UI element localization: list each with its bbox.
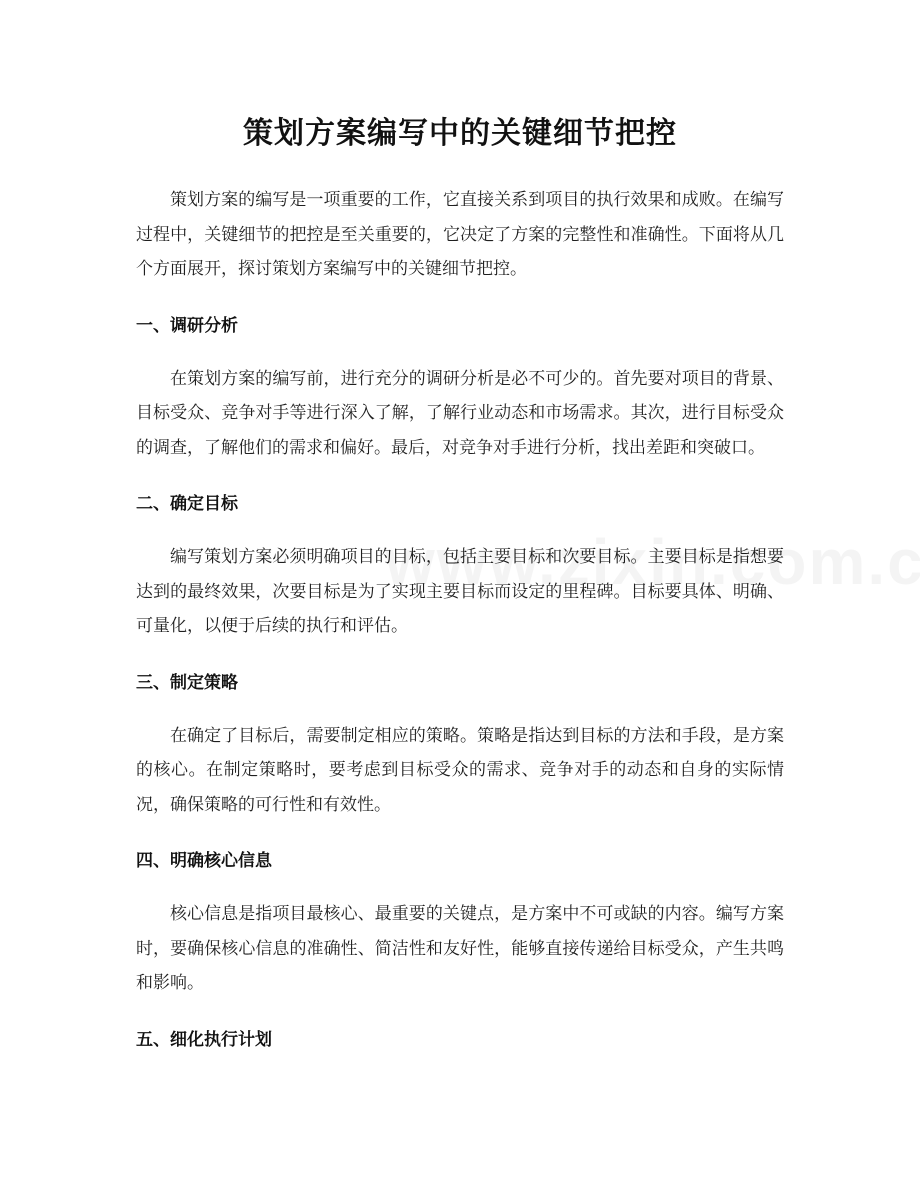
section-body-research: 在策划方案的编写前，进行充分的调研分析是必不可少的。首先要对项目的背景、目标受众、竞争对手等进行深入了解，了解行业动态和市场需求。其次，进行目标受众的调查，了解他们的需求和偏好。最后，对竞争对手进行分析，找出差距和突破口。 [136,368,784,458]
section-heading-execution-plan: 五、细化执行计划 [136,1029,272,1050]
section-heading-strategy: 三、制定策略 [136,672,238,693]
section-heading-research: 一、调研分析 [136,315,238,336]
document-title: 策划方案编写中的关键细节把控 [243,116,677,151]
section-body-core-info: 核心信息是指项目最核心、最重要的关键点，是方案中不可或缺的内容。编写方案时，要确保核心信息的准确性、简洁性和友好性，能够直接传递给目标受众，产生共鸣和影响。 [136,904,784,993]
intro-paragraph: 策划方案的编写是一项重要的工作，它直接关系到项目的执行效果和成败。在编写过程中，关键细节的把控是至关重要的，它决定了方案的完整性和准确性。下面将从几个方面展开，探讨策划方案编写中的关键细节把控。 [136,190,784,279]
section-heading-core-info: 四、明确核心信息 [136,851,272,871]
section-body-strategy: 在确定了目标后，需要制定相应的策略。策略是指达到目标的方法和手段，是方案的核心。在制定策略时，要考虑到目标受众的需求、竞争对手的动态和自身的实际情况，确保策略的可行性和有效性。 [136,725,784,815]
section-body-goals: 编写策划方案必须明确项目的目标，包括主要目标和次要目标。主要目标是指想要达到的最终效果，次要目标是为了实现主要目标而设定的里程碑。目标要具体、明确、可量化，以便于后续的执行和评估。 [136,547,784,636]
section-heading-goals: 二、确定目标 [136,494,238,514]
